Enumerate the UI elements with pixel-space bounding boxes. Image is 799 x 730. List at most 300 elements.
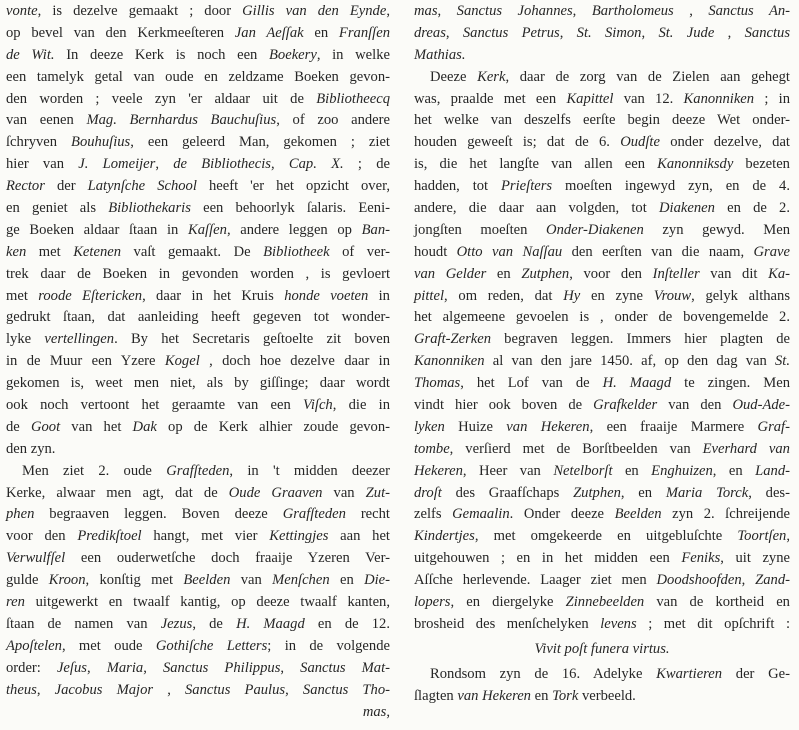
text-segment: , doch hoe dezelve daar in: [199, 353, 391, 370]
italic-text: Zand-: [755, 572, 791, 589]
text-segment: ,: [86, 659, 107, 676]
italic-text: Predikſtoel: [77, 528, 142, 545]
text-segment: In deeze Kerk is noch een: [54, 46, 270, 63]
text-segment: hier van: [6, 156, 79, 173]
text-line: [6, 592, 390, 614]
text-line: [6, 504, 390, 526]
text-line: [6, 439, 390, 461]
italic-text: Verwulfſel: [6, 550, 66, 567]
italic-text: roode Eſtericken: [38, 287, 143, 304]
italic-text: Gemaalin: [452, 506, 510, 523]
italic-text: ken: [6, 243, 27, 260]
italic-text: lopers: [414, 594, 451, 611]
italic-text: Maria: [106, 659, 144, 676]
text-segment: op bevel van den Kerkmeeſteren: [6, 24, 235, 41]
text-segment: . Onder deeze: [509, 506, 615, 523]
italic-text: St.: [775, 353, 790, 370]
text-segment: , gelyk althans: [691, 287, 790, 304]
italic-text: ren: [6, 594, 25, 611]
italic-text: theus: [6, 681, 37, 698]
text-segment: ,: [572, 3, 592, 19]
text-line: [414, 504, 790, 526]
italic-text: Enghuizen: [651, 462, 713, 479]
text-segment: Rondsom zyn de 16. Adelyke: [430, 665, 657, 682]
text-segment: gekomen is, weet men niet, als by giſſinge; daar wordt: [6, 375, 390, 392]
text-segment: van het: [60, 418, 133, 435]
text-segment: ,: [36, 681, 55, 698]
text-line: [6, 1, 390, 23]
italic-text: Tork: [552, 687, 579, 704]
text-line: [414, 417, 790, 439]
text-line: [414, 307, 790, 329]
text-segment: ook noch vertoont het geraamte van een: [6, 397, 304, 414]
text-segment: een behoorlyk ſalaris. Eeni-: [190, 200, 390, 217]
text-segment: al van den jare 1450. af, op den dag van: [484, 353, 775, 370]
text-line: [6, 132, 390, 154]
text-segment: ,: [673, 3, 709, 19]
text-segment: , andere leggen op: [226, 221, 362, 238]
text-segment: , in welke: [316, 46, 390, 63]
text-segment: Men ziet 2. oude: [22, 462, 167, 479]
text-line: [6, 264, 390, 286]
text-segment: en geniet als: [6, 200, 109, 217]
text-line: [414, 89, 790, 111]
text-line: [6, 154, 390, 176]
italic-text: Apoſtelen: [6, 637, 62, 654]
text-line: [6, 89, 390, 111]
italic-text: Grafſteden: [166, 462, 230, 479]
text-segment: en: [530, 687, 553, 704]
text-segment: uitgewerkt en twaalf kantig, op deeze twaalf kanten,: [24, 594, 390, 611]
italic-text: Zutphen: [573, 484, 621, 501]
italic-text: Zinnebeelden: [565, 594, 645, 611]
italic-text: Sanctus Petrus: [462, 24, 560, 41]
italic-text: Ban-: [361, 221, 391, 238]
text-segment: met: [26, 243, 74, 260]
text-line: [6, 526, 390, 548]
text-segment: ,: [153, 681, 185, 698]
text-line: [6, 702, 390, 724]
italic-text: Kanonniksdy: [657, 156, 734, 173]
text-segment: . By het Secretaris geſtoelte zit boven: [114, 331, 390, 348]
text-line: [6, 307, 390, 329]
text-segment: , of zoo andere: [276, 112, 390, 129]
italic-text: Kaſſen: [188, 221, 227, 238]
text-line: [6, 67, 390, 89]
text-segment: uitgehouwen ; en in het midden een: [414, 550, 682, 567]
text-segment: en de 2.: [714, 200, 790, 217]
italic-text: Sanctus Paulus: [185, 681, 286, 698]
text-segment: ,: [270, 156, 289, 173]
italic-text: Boekery: [269, 46, 317, 63]
text-segment: het welke van deszelfs eerſte begin deeze Wet onder-: [414, 112, 790, 129]
text-segment: ,: [641, 24, 659, 41]
text-segment: ,: [741, 572, 756, 589]
text-line: [6, 417, 390, 439]
italic-text: Mathias.: [414, 46, 466, 63]
text-line: [6, 23, 390, 45]
italic-text: Vivit poſt funera virtus.: [534, 640, 670, 657]
text-line: [6, 680, 390, 702]
text-segment: , verſierd met de Borſtbeelden van: [449, 440, 703, 457]
text-line: [414, 439, 790, 461]
italic-text: Grafkelder: [593, 397, 658, 414]
italic-text: J. Lomeijer: [78, 156, 156, 173]
text-segment: zyn gewyd. Men: [643, 221, 791, 238]
italic-text: droſt: [414, 484, 442, 501]
text-segment: verbeeld.: [578, 687, 636, 704]
italic-text: Zut-: [365, 484, 390, 501]
text-segment: van den: [657, 397, 733, 414]
text-segment: vindt hier ook boven de: [414, 397, 594, 414]
text-line: [6, 570, 390, 592]
italic-text: Bibliotheek: [263, 243, 330, 260]
text-line: [6, 373, 390, 395]
italic-text: Kogel: [164, 353, 200, 370]
text-segment: zyn 2. ſchreijende: [661, 506, 790, 523]
italic-text: St. Jude: [658, 24, 715, 41]
italic-text: honde voeten: [284, 287, 369, 304]
italic-text: Kroon: [48, 572, 86, 589]
text-segment: trek daar de Boeken in gevonden worden , is gevloert: [6, 265, 390, 282]
italic-text: Latynſche School: [87, 178, 197, 195]
italic-text: Grave: [753, 243, 790, 260]
italic-text: Cap. X.: [288, 156, 344, 173]
italic-text: Diakenen: [658, 200, 715, 217]
italic-text: Graft-Zerken: [414, 331, 492, 348]
text-segment: was, praalde met een: [414, 90, 567, 107]
text-segment: , en: [712, 462, 756, 479]
text-line: [414, 570, 790, 592]
italic-text: Jezus: [160, 615, 193, 632]
italic-text: Feniks: [681, 550, 721, 567]
italic-text: van Hekeren: [457, 687, 531, 704]
text-segment: op de Kerk alhier zoude gevon-: [156, 418, 390, 435]
text-segment: gedrukt ſtaan, dat aanleiding heeft gegeven tot wonder-: [6, 309, 390, 326]
text-line: [6, 395, 390, 417]
text-segment: lyke: [6, 331, 45, 348]
italic-text: de Wit.: [6, 46, 55, 63]
text-line: [6, 329, 390, 351]
text-line: [414, 176, 790, 198]
italic-text: Oudſte: [620, 134, 660, 151]
italic-text: Otto van Naſſau: [456, 243, 563, 260]
text-segment: of ver-: [329, 243, 391, 260]
text-segment: is, die het langſte van allen een: [414, 156, 658, 173]
text-segment: een tamelyk getal van oude en zeldzame Boeken gevon-: [6, 68, 390, 85]
text-segment: den eerſten van die naam,: [562, 243, 754, 260]
left-text-column: [6, 1, 390, 723]
text-line: [414, 286, 790, 308]
italic-text: Jacobus Major: [54, 681, 154, 698]
text-segment: ge Boeken aldaar ſtaan in: [6, 221, 189, 238]
text-segment: ; met dit opſchrift :: [636, 615, 790, 632]
text-line: [6, 220, 390, 242]
text-segment: , met oude: [61, 637, 156, 654]
italic-text: Kapittel: [566, 90, 614, 107]
italic-text: Sanctus Johannes: [456, 3, 573, 19]
text-line: [6, 614, 390, 636]
text-line: [6, 110, 390, 132]
italic-text: Kwartieren: [656, 665, 723, 682]
text-segment: , en: [620, 484, 666, 501]
italic-text: Onder-Diakenen: [546, 221, 644, 238]
text-line: [414, 373, 790, 395]
italic-text: Hy: [563, 287, 581, 304]
text-segment: gulde: [6, 572, 49, 589]
text-segment: ,: [445, 24, 463, 41]
italic-text: Kindertjes: [414, 528, 475, 545]
text-segment: ,: [155, 156, 174, 173]
text-line: [6, 658, 390, 680]
italic-text: Thomas: [414, 375, 461, 392]
italic-text: tombe: [414, 440, 450, 457]
text-segment: , een geleerd Man, gekomen ; ziet: [130, 134, 390, 151]
text-segment: en de 12.: [304, 615, 390, 632]
italic-text: Sanctus An-: [708, 3, 791, 19]
text-segment: van dit: [699, 265, 769, 282]
italic-text: Toortſen: [737, 528, 787, 545]
text-line: [414, 67, 790, 89]
motto-line: [414, 639, 790, 661]
italic-text: Viſch: [303, 397, 333, 414]
text-segment: van eenen: [6, 112, 87, 129]
italic-text: mas: [414, 3, 438, 19]
text-segment: te zingen. Men: [671, 375, 790, 392]
text-segment: recht: [345, 506, 390, 523]
italic-text: Goot: [30, 418, 61, 435]
text-segment: , is dezelve gemaakt ; door: [37, 3, 243, 19]
italic-text: Dak: [132, 418, 157, 435]
text-segment: hangt, met vier: [141, 528, 270, 545]
italic-text: Prieſters: [501, 178, 553, 195]
italic-text: Bartholomeus: [591, 3, 674, 19]
italic-text: Everhard van: [702, 440, 790, 457]
text-line: [414, 242, 790, 264]
text-line: [414, 395, 790, 417]
italic-text: Sanctus: [744, 24, 791, 41]
text-line: [414, 614, 790, 636]
text-line: [414, 592, 790, 614]
italic-text: H. Maagd: [602, 375, 672, 392]
italic-text: dreas: [414, 24, 446, 41]
text-segment: andere, die daar aan volgden, tot: [414, 200, 659, 217]
text-segment: , Heer van: [462, 462, 554, 479]
italic-text: Inſteller: [652, 265, 700, 282]
right-text-column: [414, 1, 790, 708]
text-line: [6, 286, 390, 308]
text-segment: en: [303, 24, 339, 41]
text-line: [414, 132, 790, 154]
text-segment: en: [612, 462, 652, 479]
text-line: [414, 154, 790, 176]
text-segment: ; in: [754, 90, 790, 107]
text-segment: Kerke, alwaar men agt, dat de: [6, 484, 229, 501]
text-segment: , om reden, dat: [444, 287, 564, 304]
text-segment: , konſtig met: [85, 572, 184, 589]
text-segment: heeft 'er het opzicht over,: [196, 178, 390, 195]
italic-text: Kettingjes: [269, 528, 329, 545]
text-segment: en: [486, 265, 522, 282]
text-segment: ,: [786, 528, 790, 545]
italic-text: levens: [600, 615, 637, 632]
text-segment: moeſten ingewyd zyn, en de 4.: [552, 178, 791, 195]
italic-text: Oud-Ade-: [732, 397, 790, 414]
italic-text: Rector: [6, 178, 45, 195]
italic-text: van Hekeren: [506, 418, 590, 435]
italic-text: Mag. Bernhardus Bauchuſius: [86, 112, 277, 129]
text-segment: der: [44, 178, 88, 195]
text-segment: hadden, tot: [414, 178, 502, 195]
text-line: [414, 1, 790, 23]
text-segment: in: [368, 287, 390, 304]
text-segment: , daar de zorg van de Zielen aan gehegt: [505, 68, 790, 85]
text-line: [414, 548, 790, 570]
italic-text: Netelborſt: [553, 462, 613, 479]
text-segment: ,: [280, 659, 301, 676]
italic-text: Die-: [364, 572, 390, 589]
text-segment: , en diergelyke: [450, 594, 566, 611]
italic-text: St. Simon: [576, 24, 642, 41]
italic-text: Ka-: [768, 265, 790, 282]
text-line: [414, 264, 790, 286]
italic-text: Jeſus: [56, 659, 87, 676]
text-line: [414, 483, 790, 505]
text-line: [414, 23, 790, 45]
text-line: [6, 461, 390, 483]
text-segment: in de Muur een Yzere: [6, 353, 165, 370]
italic-text: Kerk: [477, 68, 506, 85]
text-segment: jongſten moeſten: [414, 221, 547, 238]
italic-text: Franſſen: [338, 24, 390, 41]
italic-text: van Gelder: [414, 265, 487, 282]
text-segment: ſtaan de namen van: [6, 615, 161, 632]
text-segment: zelfs: [414, 506, 453, 523]
text-line: [6, 548, 390, 570]
text-segment: Aſſche herlevende. Laager ziet men: [414, 572, 657, 589]
text-segment: de: [6, 418, 31, 435]
italic-text: Land-: [755, 462, 790, 479]
italic-text: pittel: [414, 287, 444, 304]
italic-text: Ketenen: [73, 243, 122, 260]
text-segment: voor den: [6, 528, 78, 545]
text-line: [414, 526, 790, 548]
text-line: [6, 483, 390, 505]
text-segment: ,: [143, 659, 163, 676]
text-line: [6, 176, 390, 198]
text-segment: , een fraaije Marmere: [589, 418, 758, 435]
italic-text: de Bibliothecis: [173, 156, 271, 173]
italic-text: Kanonniken: [414, 353, 485, 370]
italic-text: H. Maagd: [236, 615, 305, 632]
text-line: [414, 329, 790, 351]
text-segment: ,: [714, 24, 745, 41]
italic-text: Gillis van den Eynde: [242, 3, 387, 19]
text-line: [414, 351, 790, 373]
italic-text: Sanctus Mat-: [300, 659, 391, 676]
text-segment: met: [6, 287, 39, 304]
italic-text: Menſchen: [272, 572, 330, 589]
text-line: [414, 45, 790, 67]
text-line: [414, 686, 790, 708]
text-segment: brosheid des menſchelyken: [414, 615, 601, 632]
italic-text: Jan Aeſſak: [234, 24, 304, 41]
text-segment: ſlagten: [414, 687, 458, 704]
text-segment: , het Lof van de: [460, 375, 603, 392]
italic-text: Kanonniken: [683, 90, 755, 107]
text-segment: het algemeene gevoelen is , onder de bovengemelde 2.: [414, 309, 790, 326]
italic-text: Sanctus Tho-: [302, 681, 391, 698]
italic-text: Zutphen: [521, 265, 570, 282]
text-segment: , des-: [748, 484, 790, 501]
text-line: [6, 242, 390, 264]
text-segment: , in 't midden deezer: [229, 462, 390, 479]
text-segment: ,: [437, 3, 457, 19]
italic-text: Vrouw: [653, 287, 692, 304]
text-segment: onder dezelve, dat: [659, 134, 790, 151]
text-line: [6, 45, 390, 67]
text-segment: , voor den: [569, 265, 653, 282]
text-segment: en: [329, 572, 365, 589]
text-segment: , daar in het Kruis: [142, 287, 285, 304]
text-segment: ,: [386, 3, 390, 19]
text-segment: ,: [285, 681, 303, 698]
text-segment: , met omgekeerde en uitgebluſchte: [474, 528, 738, 545]
text-segment: , die in: [332, 397, 390, 414]
italic-text: Bibliotheecq: [316, 90, 390, 107]
italic-text: Oude Graaven: [228, 484, 323, 501]
italic-text: Grafſteden: [282, 506, 346, 523]
text-line: [6, 351, 390, 373]
text-segment: ; in de volgende: [267, 637, 390, 654]
italic-text: Beelden: [614, 506, 662, 523]
italic-text: Sanctus Philippus: [162, 659, 281, 676]
text-segment: van: [230, 572, 273, 589]
text-segment: der Ge-: [722, 665, 790, 682]
text-segment: Deeze: [430, 68, 478, 85]
text-segment: houdt: [414, 243, 457, 260]
italic-text: Bibliothekaris: [108, 200, 191, 217]
text-segment: ; de: [343, 156, 391, 173]
italic-text: lyken: [414, 418, 445, 435]
text-line: [414, 220, 790, 242]
italic-text: Doodshoofden: [656, 572, 742, 589]
text-segment: een ouderwetſche doch fraaije Yzeren Ver-: [65, 550, 390, 567]
text-line: [414, 461, 790, 483]
text-segment: , de: [192, 615, 237, 632]
text-segment: begraaven leggen. Boven deeze: [34, 506, 283, 523]
text-segment: van de kortheid en: [644, 594, 790, 611]
italic-text: vonte: [6, 3, 38, 19]
italic-text: vertellingen: [44, 331, 115, 348]
text-line: [414, 664, 790, 686]
text-segment: van: [322, 484, 366, 501]
text-segment: van 12.: [613, 90, 684, 107]
text-line: [414, 198, 790, 220]
text-line: [6, 198, 390, 220]
text-segment: , uit zyne: [720, 550, 790, 567]
text-segment: ,: [386, 703, 390, 720]
italic-text: Gothiſche Letters: [155, 637, 268, 654]
text-segment: ſchryven: [6, 134, 72, 151]
italic-text: Maria Torck: [665, 484, 749, 501]
text-segment: bezeten: [733, 156, 790, 173]
text-segment: en zyne: [580, 287, 654, 304]
text-segment: des Graafſchaps: [441, 484, 574, 501]
italic-text: Beelden: [183, 572, 231, 589]
italic-text: Graf-: [757, 418, 790, 435]
text-segment: den worden ; veele zyn 'er aldaar uit de: [6, 90, 317, 107]
